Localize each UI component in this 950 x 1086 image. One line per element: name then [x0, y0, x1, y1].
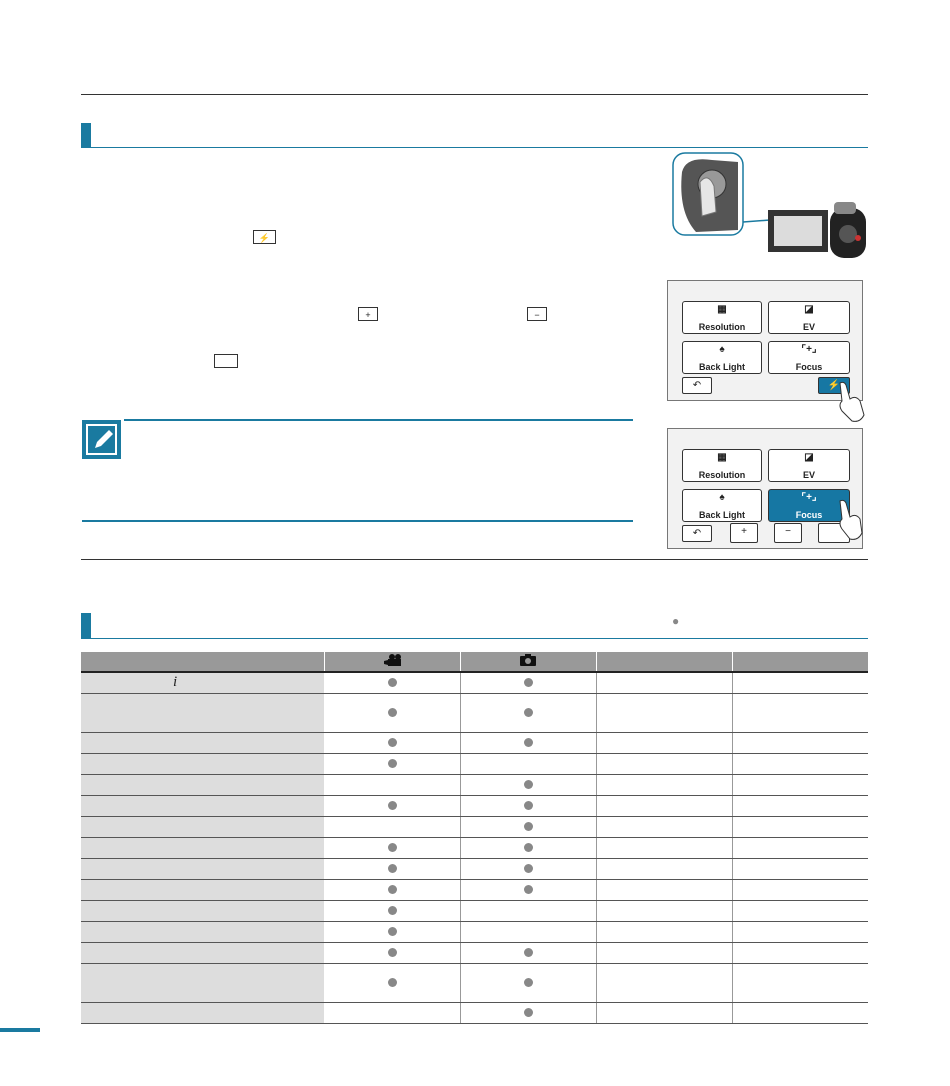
header-function: [81, 652, 324, 672]
availability-cell: [324, 879, 460, 900]
availability-cell: [324, 837, 460, 858]
section-2-rule: [81, 638, 868, 639]
availability-cell: [596, 816, 732, 837]
availability-cell: [324, 693, 460, 732]
availability-cell: [324, 816, 460, 837]
availability-cell: [732, 693, 868, 732]
header-rule: [81, 94, 868, 95]
availability-cell: [324, 921, 460, 942]
availability-cell: [596, 879, 732, 900]
legend-dot-icon: ●: [672, 614, 680, 628]
available-dot-icon: [388, 738, 397, 747]
table-row: [81, 774, 868, 795]
availability-cell: [596, 837, 732, 858]
header-col-5: [732, 652, 868, 672]
section-1-rule: [81, 147, 868, 148]
feature-cell: [81, 900, 324, 921]
plus-button[interactable]: [730, 523, 758, 543]
table-row: [81, 837, 868, 858]
availability-cell: [596, 732, 732, 753]
availability-cell: [324, 795, 460, 816]
minus-button[interactable]: [774, 523, 802, 543]
availability-cell: [596, 672, 732, 693]
ev-button[interactable]: ◪ EV: [768, 301, 850, 334]
availability-cell: [732, 900, 868, 921]
finger-pointer-icon: [836, 499, 864, 541]
availability-cell: [596, 963, 732, 1002]
table-row: [81, 732, 868, 753]
availability-cell: [732, 753, 868, 774]
available-dot-icon: [388, 885, 397, 894]
feature-cell: [81, 921, 324, 942]
availability-cell: [732, 963, 868, 1002]
availability-cell: [460, 774, 596, 795]
availability-cell: [460, 879, 596, 900]
table-row: [81, 1002, 868, 1023]
availability-cell: [596, 774, 732, 795]
available-dot-icon: [524, 822, 533, 831]
finger-pointer-icon: [836, 381, 866, 423]
back-light-icon: ♠: [719, 344, 725, 355]
availability-cell: [732, 921, 868, 942]
resolution-button[interactable]: ▦ Resolution: [682, 449, 762, 482]
availability-cell: [596, 858, 732, 879]
available-dot-icon: [524, 948, 533, 957]
availability-cell: [732, 837, 868, 858]
ev-icon: ◪: [804, 304, 814, 315]
blank-icon: [214, 354, 238, 368]
availability-cell: [460, 753, 596, 774]
table-row: [81, 672, 868, 693]
available-dot-icon: [524, 708, 533, 717]
feature-cell: [81, 1002, 324, 1023]
availability-cell: [324, 753, 460, 774]
back-light-icon: ♠: [719, 492, 725, 503]
table-row: [81, 858, 868, 879]
function-availability-table: [81, 652, 868, 1024]
focus-button-selected[interactable]: ⌜+⌟ Focus: [768, 489, 850, 522]
feature-cell: [81, 816, 324, 837]
plus-icon: +: [741, 526, 747, 537]
table-row: [81, 816, 868, 837]
availability-cell: [460, 816, 596, 837]
back-button[interactable]: [682, 525, 712, 542]
table-row: [81, 879, 868, 900]
availability-cell: [732, 774, 868, 795]
back-icon: ↶: [692, 380, 702, 391]
note-icon: [82, 420, 121, 459]
availability-cell: [324, 1002, 460, 1023]
focus-icon: ⌜+⌟: [801, 344, 817, 355]
info-icon: i: [173, 674, 178, 691]
table-row: [81, 693, 868, 732]
table-header-row: [81, 652, 868, 672]
available-dot-icon: [524, 843, 533, 852]
availability-cell: [460, 837, 596, 858]
availability-cell: [324, 732, 460, 753]
feature-cell: [81, 732, 324, 753]
available-dot-icon: [524, 801, 533, 810]
resolution-icon: ▦: [717, 304, 727, 315]
available-dot-icon: [388, 843, 397, 852]
availability-cell: [324, 672, 460, 693]
menu-screen-2: [667, 428, 863, 549]
table-row: [81, 921, 868, 942]
availability-cell: [324, 942, 460, 963]
available-dot-icon: [388, 948, 397, 957]
plus-icon: +: [358, 307, 378, 321]
availability-cell: [324, 963, 460, 1002]
available-dot-icon: [388, 978, 397, 987]
back-button[interactable]: [682, 377, 712, 394]
table-row: [81, 963, 868, 1002]
feature-cell: [81, 963, 324, 1002]
feature-cell: [81, 879, 324, 900]
section-2-marker: [81, 613, 91, 638]
ev-button[interactable]: ◪ EV: [768, 449, 850, 482]
availability-cell: [460, 732, 596, 753]
availability-cell: [460, 921, 596, 942]
table-row: [81, 942, 868, 963]
availability-cell: [460, 672, 596, 693]
back-light-button[interactable]: ♠ Back Light: [682, 489, 762, 522]
availability-cell: [732, 858, 868, 879]
available-dot-icon: [388, 708, 397, 717]
availability-cell: [596, 921, 732, 942]
availability-cell: [732, 816, 868, 837]
availability-cell: [324, 858, 460, 879]
availability-cell: [732, 732, 868, 753]
available-dot-icon: [524, 678, 533, 687]
header-col-4: [596, 652, 732, 672]
manual-icon: ⚡: [253, 230, 276, 244]
availability-cell: [596, 900, 732, 921]
feature-cell: [81, 672, 324, 693]
feature-cell: [81, 837, 324, 858]
table-row: [81, 900, 868, 921]
available-dot-icon: [388, 864, 397, 873]
available-dot-icon: [524, 1008, 533, 1017]
availability-cell: [460, 795, 596, 816]
available-dot-icon: [388, 801, 397, 810]
note-top-rule: [124, 419, 633, 421]
movie-mode-icon: [324, 652, 460, 672]
availability-cell: [460, 900, 596, 921]
availability-cell: [732, 1002, 868, 1023]
feature-cell: [81, 693, 324, 732]
menu-screen-1: [667, 280, 863, 401]
focus-icon: ⌜+⌟: [801, 492, 817, 503]
camera-illustration: [672, 152, 868, 264]
availability-cell: [596, 1002, 732, 1023]
focus-button[interactable]: ⌜+⌟ Focus: [768, 341, 850, 374]
resolution-button[interactable]: ▦ Resolution: [682, 301, 762, 334]
table-row: [81, 753, 868, 774]
page-marker: [0, 1028, 40, 1032]
availability-cell: [596, 753, 732, 774]
section-divider-rule: [81, 559, 868, 560]
available-dot-icon: [388, 759, 397, 768]
manual-icon: ⚡: [827, 380, 841, 391]
availability-cell: [732, 879, 868, 900]
section-1-marker: [81, 123, 91, 147]
availability-cell: [460, 942, 596, 963]
availability-cell: [460, 693, 596, 732]
feature-cell: [81, 942, 324, 963]
availability-cell: [460, 963, 596, 1002]
feature-cell: [81, 858, 324, 879]
available-dot-icon: [388, 906, 397, 915]
back-icon: ↶: [692, 528, 702, 539]
availability-cell: [596, 693, 732, 732]
availability-cell: [596, 942, 732, 963]
availability-cell: [732, 795, 868, 816]
minus-icon: −: [527, 307, 547, 321]
available-dot-icon: [524, 885, 533, 894]
available-dot-icon: [388, 678, 397, 687]
available-dot-icon: [524, 978, 533, 987]
note-bottom-rule: [82, 520, 633, 522]
available-dot-icon: [524, 780, 533, 789]
ev-icon: ◪: [804, 452, 814, 463]
available-dot-icon: [524, 738, 533, 747]
availability-cell: [732, 942, 868, 963]
availability-cell: [324, 900, 460, 921]
feature-cell: [81, 774, 324, 795]
photo-mode-icon: [460, 652, 596, 672]
available-dot-icon: [524, 864, 533, 873]
available-dot-icon: [388, 927, 397, 936]
resolution-icon: ▦: [717, 452, 727, 463]
availability-cell: [324, 774, 460, 795]
back-light-button[interactable]: ♠ Back Light: [682, 341, 762, 374]
feature-cell: [81, 753, 324, 774]
table-row: [81, 795, 868, 816]
feature-cell: [81, 795, 324, 816]
minus-icon: −: [785, 526, 791, 537]
availability-cell: [596, 795, 732, 816]
availability-cell: [460, 1002, 596, 1023]
availability-cell: [732, 672, 868, 693]
availability-cell: [460, 858, 596, 879]
